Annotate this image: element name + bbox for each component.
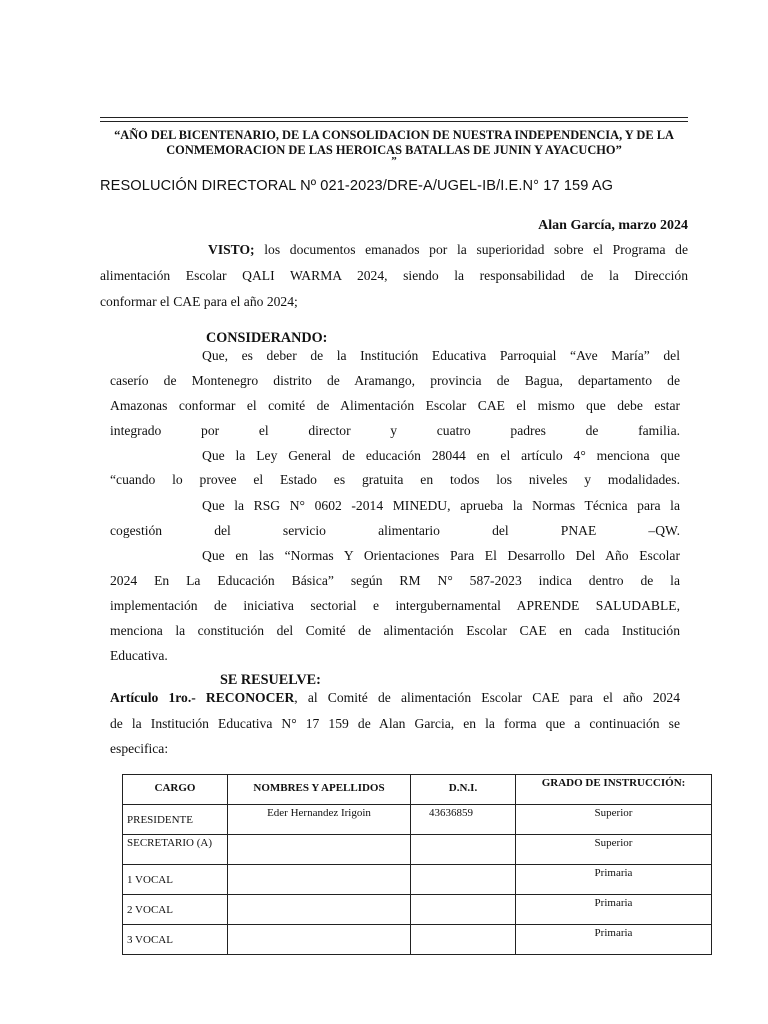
p1-line-2: caserío de Montenegro distrito de Aramango, provincia de Bagua, departamento de [110, 373, 680, 388]
motto-line-1: “AÑO DEL BICENTENARIO, DE LA CONSOLIDACION DE NUESTRA INDEPENDENCIA, Y DE LA [114, 128, 674, 142]
p3-line-1: Que la RSG N° 0602 -2014 MINEDU, aprueba la Normas Técnica para la [202, 498, 680, 513]
header-dni: D.N.I. [411, 775, 516, 805]
header-double-rule [100, 117, 688, 122]
dni-cell: 43636859 [411, 805, 516, 835]
dni-cell [411, 835, 516, 865]
considerando-paragraph-2 [110, 443, 680, 495]
cargo-cell [123, 925, 228, 955]
articulo-line-3: especifica: [110, 741, 169, 756]
nombre-cell [228, 865, 411, 895]
cae-members-table [122, 774, 712, 955]
grado-cell: Primaria [516, 925, 712, 955]
table-row [123, 895, 712, 925]
cargo-text: 3 VOCAL [127, 934, 173, 946]
nombre-cell: Eder Hernandez Irigoin [228, 805, 411, 835]
table-row [123, 925, 712, 955]
table-row [123, 805, 712, 835]
p4-line-1: Que en las “Normas Y Orientaciones Para El Desarrollo Del Año Escolar [202, 548, 680, 563]
p4-line-3: implementación de iniciativa sectorial e intergubernamental APRENDE SALUDABLE, [110, 598, 680, 613]
visto-paragraph [100, 237, 688, 315]
articulo-paragraph [110, 685, 680, 763]
visto-line-1: los documentos emanados por la superioridad sobre el Programa de [254, 242, 688, 257]
header-nombres: NOMBRES Y APELLIDOS [228, 775, 411, 805]
cargo-cell [123, 835, 228, 865]
dni-cell [411, 895, 516, 925]
considerando-paragraph-3 [110, 493, 680, 545]
considerando-paragraph-1 [110, 343, 680, 447]
articulo-line-2: de la Institución Educativa N° 17 159 de Alan Garcia, en la forma que a continuación se [110, 716, 680, 731]
cargo-cell [123, 805, 228, 835]
nombre-cell [228, 925, 411, 955]
se-resuelve-heading: SE RESUELVE: [220, 672, 321, 688]
resolution-title: RESOLUCIÓN DIRECTORAL Nº 021-2023/DRE-A/UGEL-IB/I.E.N° 17 159 AG [100, 178, 614, 194]
p1-line-1: Que, es deber de la Institución Educativa Parroquial “Ave María” del [202, 348, 680, 363]
p4-line-2: 2024 En La Educación Básica” según RM N° 587-2023 indica dentro de la [110, 573, 680, 588]
p2-line-2: “cuando lo provee el Estado es gratuita en todos los niveles y modalidades. [110, 472, 680, 487]
p2-line-1: Que la Ley General de educación 28044 en el artículo 4° menciona que [202, 448, 680, 463]
p4-line-5: Educativa. [110, 648, 168, 663]
considerando-paragraph-4 [110, 543, 680, 673]
grado-cell: Primaria [516, 865, 712, 895]
table-row [123, 835, 712, 865]
dni-cell [411, 925, 516, 955]
articulo-label: Artículo 1ro.- RECONOCER [110, 690, 295, 705]
header-grado: GRADO DE INSTRUCCIÓN: [516, 775, 712, 805]
grado-cell: Superior [516, 835, 712, 865]
table-row [123, 865, 712, 895]
nombre-cell [228, 835, 411, 865]
articulo-line-1: , al Comité de alimentación Escolar CAE para el año 2024 [294, 690, 681, 705]
grado-cell: Superior [516, 805, 712, 835]
cargo-text: SECRETARIO (A) [127, 837, 212, 849]
cargo-text: 1 VOCAL [127, 874, 173, 886]
visto-line-3: conformar el CAE para el año 2024; [100, 294, 298, 309]
motto-line-3: ” [391, 155, 397, 167]
nombre-cell [228, 895, 411, 925]
visto-label: VISTO; [208, 242, 255, 257]
cargo-text: 2 VOCAL [127, 904, 173, 916]
considerando-heading: CONSIDERANDO: [206, 330, 328, 346]
grado-cell: Primaria [516, 895, 712, 925]
p3-line-2: cogestión del servicio alimentario del PNAE –QW. [110, 523, 680, 538]
table-header-row [123, 775, 712, 805]
cargo-text: PRESIDENTE [127, 814, 193, 826]
header-cargo: CARGO [123, 775, 228, 805]
p1-line-4: integrado por el director y cuatro padres de familia. [110, 423, 680, 438]
visto-line-2: alimentación Escolar QALI WARMA 2024, siendo la responsabilidad de la Dirección [100, 268, 688, 283]
dni-cell [411, 865, 516, 895]
document-date: Alan García, marzo 2024 [538, 218, 688, 233]
motto-line-2: CONMEMORACION DE LAS HEROICAS BATALLAS DE JUNIN Y AYACUCHO” [166, 143, 622, 157]
cargo-cell [123, 865, 228, 895]
p4-line-4: menciona la constitución del Comité de alimentación Escolar CAE en cada Institución [110, 623, 680, 638]
cargo-cell [123, 895, 228, 925]
p1-line-3: Amazonas conformar el comité de Alimentación Escolar CAE el mismo que debe estar [110, 398, 680, 413]
